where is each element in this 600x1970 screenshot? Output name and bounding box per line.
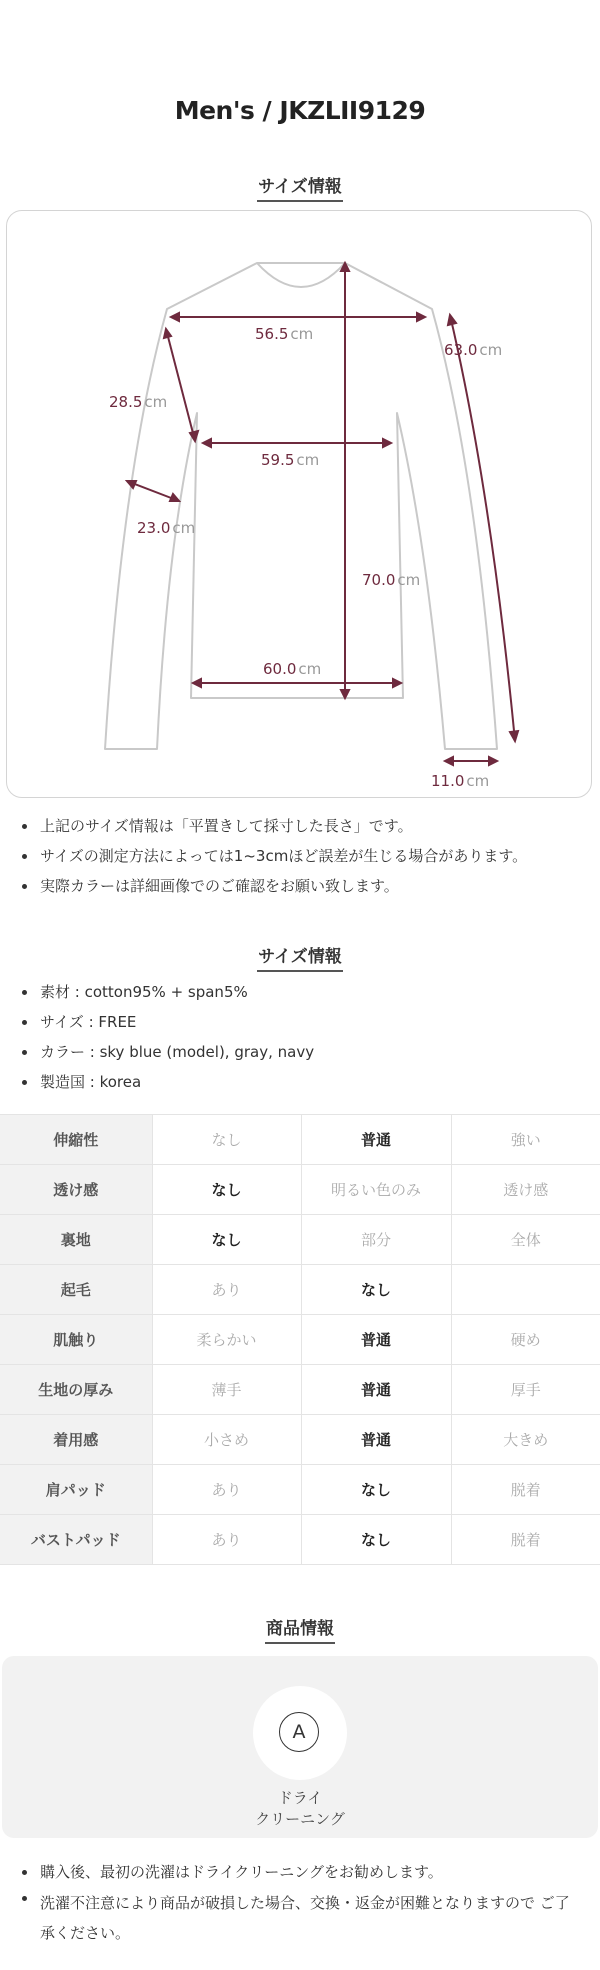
spec-option: 厚手: [451, 1365, 600, 1415]
care-icon-circle: [253, 1686, 347, 1780]
spec-label: 肩パッド: [0, 1465, 152, 1515]
dry-clean-icon: A: [279, 1712, 319, 1752]
armhole-label: 28.5 cm: [109, 393, 168, 411]
table-row: [0, 1165, 600, 1215]
spec-option-selected: 普通: [301, 1365, 451, 1415]
spec-option: 明るい色のみ: [301, 1165, 451, 1215]
list-item: 製造国 : korea: [0, 1072, 600, 1092]
list-item: 素材 : cotton95% + span5%: [0, 982, 600, 1002]
list-item: カラー : sky blue (model), gray, navy: [0, 1042, 600, 1062]
list-item: 購入後、最初の洗濯はドライクリーニングをお勧めします。: [0, 1862, 600, 1882]
care-label: ドライ クリーニング: [255, 1789, 345, 1828]
list-item: 上記のサイズ情報は「平置きして採寸した長さ」です。: [0, 816, 600, 836]
spec-label: バストパッド: [0, 1515, 152, 1565]
spec-option: 薄手: [152, 1365, 301, 1415]
spec-option: あり: [152, 1465, 301, 1515]
size-diagram: [6, 210, 592, 798]
spec-option: 脱着: [451, 1515, 600, 1565]
material-info-list: [0, 982, 600, 1102]
spec-option-selected: 普通: [301, 1315, 451, 1365]
spec-option-selected: 普通: [301, 1415, 451, 1465]
sleeve-width-label: 23.0 cm: [137, 519, 196, 537]
spec-label: 着用感: [0, 1415, 152, 1465]
product-info-heading: 商品情報: [0, 1614, 600, 1644]
spec-label: 透け感: [0, 1165, 152, 1215]
spec-option: なし: [152, 1115, 301, 1165]
spec-label: 裏地: [0, 1215, 152, 1265]
spec-option: 部分: [301, 1215, 451, 1265]
spec-label: 肌触り: [0, 1315, 152, 1365]
chest-label: 59.5 cm: [261, 451, 320, 469]
spec-option: 柔らかい: [152, 1315, 301, 1365]
sleeve-line: [450, 315, 515, 741]
table-row: [0, 1465, 600, 1515]
length-label: 70.0 cm: [362, 571, 421, 589]
spec-option: [451, 1265, 600, 1315]
size-info-heading: サイズ情報: [0, 172, 600, 202]
spec-option: 強い: [451, 1115, 600, 1165]
spec-option: 小さめ: [152, 1415, 301, 1465]
table-row: [0, 1115, 600, 1165]
spec-option-selected: なし: [301, 1265, 451, 1315]
table-row: [0, 1215, 600, 1265]
spec-option: 大きめ: [451, 1415, 600, 1465]
spec-option: 全体: [451, 1215, 600, 1265]
garment-neckline: [257, 263, 345, 287]
table-row: [0, 1265, 600, 1315]
spec-label: 生地の厚み: [0, 1365, 152, 1415]
list-item: 実際カラーは詳細画像でのご確認をお願い致します。: [0, 876, 600, 896]
cuff-label: 11.0 cm: [431, 772, 490, 790]
table-row: [0, 1315, 600, 1365]
list-item: サイズの測定方法によっては1~3cmほど誤差が生じる場合があります。: [0, 846, 600, 866]
spec-option: 脱着: [451, 1465, 600, 1515]
size-notes-list: [0, 816, 600, 906]
spec-option-selected: なし: [152, 1215, 301, 1265]
sleeve-label: 63.0 cm: [444, 341, 503, 359]
table-row: [0, 1515, 600, 1565]
table-row: [0, 1415, 600, 1465]
list-item: 洗濯不注意により商品が破損した場合、交換・返金が困難となりますので ご了承ください。: [0, 1888, 600, 1948]
spec-option: あり: [152, 1515, 301, 1565]
measurement-lines: [127, 263, 518, 765]
spec-option: 透け感: [451, 1165, 600, 1215]
spec-option: あり: [152, 1265, 301, 1315]
product-notes-list: [0, 1862, 600, 1958]
hem-label: 60.0 cm: [263, 660, 322, 678]
spec-option-selected: なし: [301, 1465, 451, 1515]
spec-label: 起毛: [0, 1265, 152, 1315]
list-item: サイズ : FREE: [0, 1012, 600, 1032]
spec-option-selected: なし: [301, 1515, 451, 1565]
care-instructions-box: [2, 1656, 598, 1838]
shoulder-label: 56.5 cm: [255, 325, 314, 343]
spec-option: 硬め: [451, 1315, 600, 1365]
spec-label: 伸縮性: [0, 1115, 152, 1165]
material-info-heading: サイズ情報: [0, 942, 600, 972]
table-row: [0, 1365, 600, 1415]
spec-option-selected: 普通: [301, 1115, 451, 1165]
spec-option-selected: なし: [152, 1165, 301, 1215]
fabric-spec-table: [0, 1114, 600, 1565]
armhole-line: [166, 329, 195, 441]
garment-diagram-svg: [7, 211, 593, 799]
product-title: Men's / JKZLII9129: [174, 96, 426, 125]
